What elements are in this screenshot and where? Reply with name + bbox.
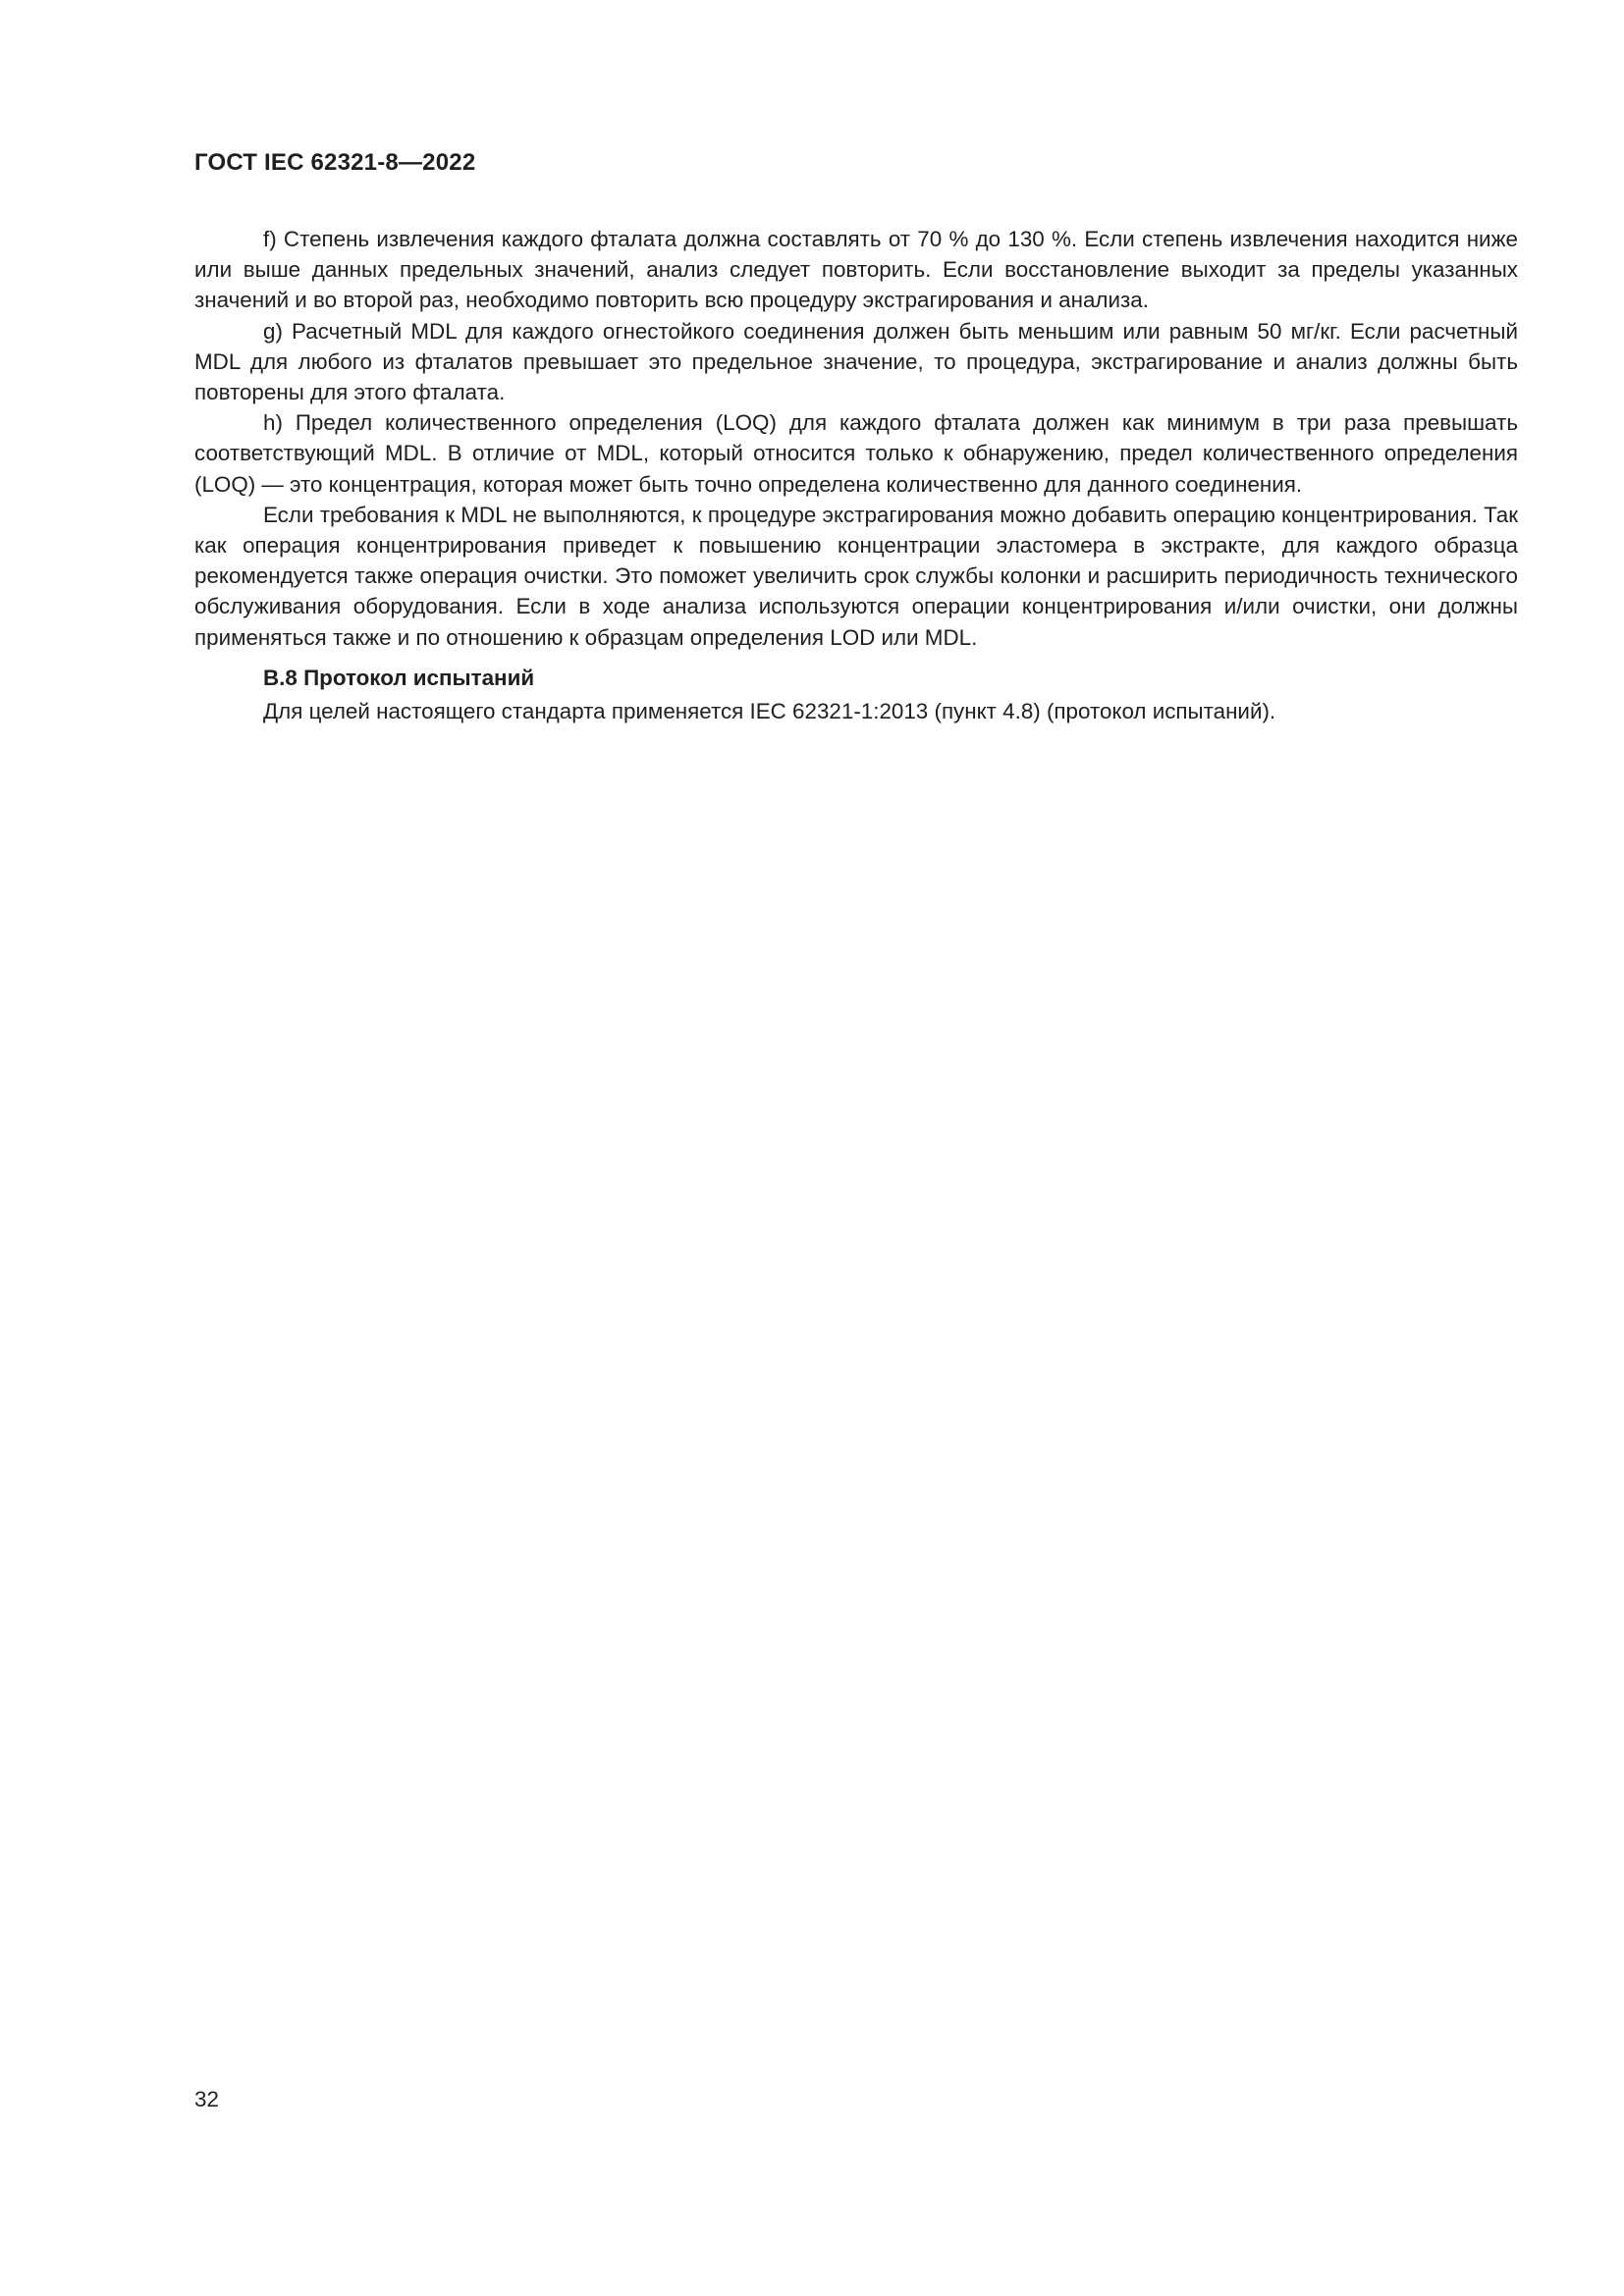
section-heading-b8: B.8 Протокол испытаний: [263, 665, 535, 690]
document-header: ГОСТ IEC 62321-8—2022: [194, 149, 476, 176]
paragraph-mdl-note: Если требования к MDL не выполняются, к процедуре экстрагирования можно добавить операцию концентрирования. Так как операция концентрирования приведет к повышению концентрации эластомера в экстракте, для каждого образца рекомендуется также операция очистки. Это поможет увеличить срок службы колонки и расширить периодичность технического обслуживания оборудования. Если в ходе анализа используются операции концентрирования и/или очистки, они должны применяться также и по отношению к образцам определения LOD или MDL.: [194, 502, 1518, 650]
document-body: [194, 224, 1518, 726]
section-b8-text: Для целей настоящего стандарта применяется IEC 62321-1:2013 (пункт 4.8) (протокол испытаний).: [263, 699, 1276, 724]
paragraph-g: g) Расчетный MDL для каждого огнестойкого соединения должен быть меньшим или равным 50 мг/кг. Если расчетный MDL для любого из фталатов превышает это предельное значение, то процедура, экстрагирование и анализ должны быть повторены для этого фталата.: [194, 318, 1518, 405]
page-number: 32: [194, 2087, 219, 2111]
paragraph-h: h) Предел количественного определения (LOQ) для каждого фталата должен как минимум в три раза превышать соответствующий MDL. В отличие от MDL, который относится только к обнаружению, предел количественного определения (LOQ) — это концентрация, которая может быть точно определена количественно для данного соединения.: [194, 410, 1518, 497]
paragraph-f: f) Степень извлечения каждого фталата должна составлять от 70 % до 130 %. Если степень извлечения находится ниже или выше данных предельных значений, анализ следует повторить. Если восстановление выходит за пределы указанных значений и во второй раз, необходимо повторить всю процедуру экстрагирования и анализа.: [194, 227, 1518, 313]
